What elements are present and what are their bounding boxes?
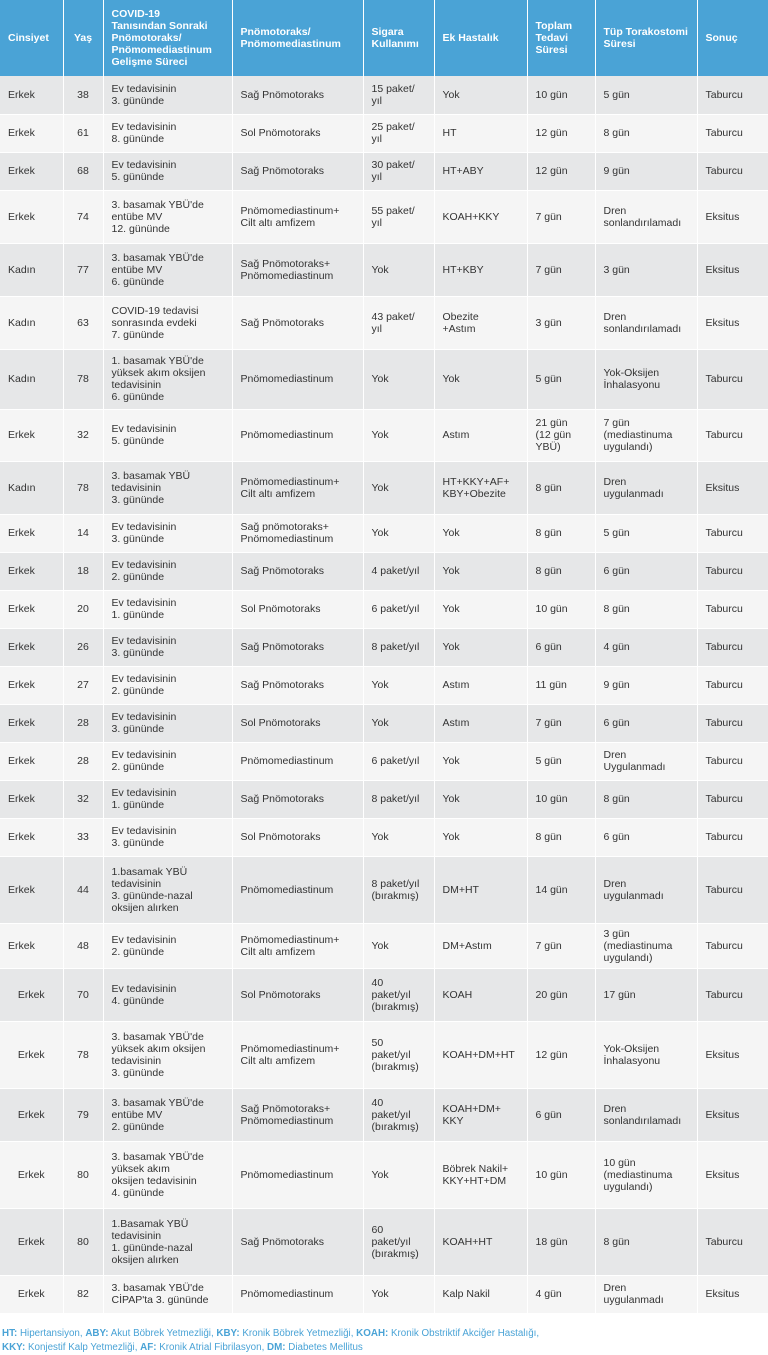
- cell-tube-duration: Dren uygulanmadı: [595, 461, 697, 514]
- abbreviation-definition: Akut Böbrek Yetmezliği,: [108, 1327, 217, 1339]
- cell-onset: Ev tedavisinin 4. gününde: [103, 968, 232, 1021]
- cell-onset: 3. basamak YBÜ'de entübe MV 6. gününde: [103, 243, 232, 296]
- cell-age: 18: [63, 552, 103, 590]
- cell-gender: Kadın: [0, 461, 63, 514]
- cell-onset: 1.Basamak YBÜ tedavisinin 1. gününde-nazal oksijen alırken: [103, 1208, 232, 1275]
- cell-outcome: Taburcu: [697, 628, 768, 666]
- header-total-treatment: Toplam Tedavi Süresi: [527, 0, 595, 76]
- cell-age: 80: [63, 1208, 103, 1275]
- cell-type: Sol Pnömotoraks: [232, 114, 363, 152]
- cell-age: 78: [63, 349, 103, 409]
- cell-smoking: 4 paket/yıl: [363, 552, 434, 590]
- cell-onset: Ev tedavisinin 3. gününde: [103, 76, 232, 114]
- cell-smoking: 43 paket/ yıl: [363, 296, 434, 349]
- cell-gender: Kadın: [0, 243, 63, 296]
- cell-gender: Erkek: [0, 1088, 63, 1141]
- cell-smoking: Yok: [363, 1275, 434, 1313]
- cell-gender: Erkek: [0, 409, 63, 461]
- cell-type: Sol Pnömotoraks: [232, 818, 363, 856]
- cell-onset: 1. basamak YBÜ'de yüksek akım oksijen tedavisinin 6. gününde: [103, 349, 232, 409]
- cell-onset: 3. basamak YBÜ'de yüksek akım oksijen tedavisinin 3. gününde: [103, 1021, 232, 1088]
- cell-smoking: 8 paket/yıl (bırakmış): [363, 856, 434, 923]
- cell-smoking: 8 paket/yıl: [363, 780, 434, 818]
- cell-tube-duration: 8 gün: [595, 1208, 697, 1275]
- cell-smoking: 60 paket/yıl (bırakmış): [363, 1208, 434, 1275]
- cell-smoking: Yok: [363, 1141, 434, 1208]
- cell-onset: Ev tedavisinin 8. gününde: [103, 114, 232, 152]
- cell-total-treatment: 11 gün: [527, 666, 595, 704]
- cell-age: 78: [63, 461, 103, 514]
- cell-tube-duration: Dren uygulanmadı: [595, 1275, 697, 1313]
- cell-smoking: 25 paket/ yıl: [363, 114, 434, 152]
- cell-outcome: Taburcu: [697, 780, 768, 818]
- cell-comorbidity: Yok: [434, 590, 527, 628]
- cell-comorbidity: HT+KBY: [434, 243, 527, 296]
- cell-smoking: Yok: [363, 461, 434, 514]
- abbreviations-footnote: [0, 1314, 768, 1355]
- cell-type: Pnömomediastinum: [232, 349, 363, 409]
- cell-type: Sağ Pnömotoraks: [232, 152, 363, 190]
- cell-tube-duration: Dren uygulanmadı: [595, 856, 697, 923]
- cell-comorbidity: Kalp Nakil: [434, 1275, 527, 1313]
- cell-total-treatment: 14 gün: [527, 856, 595, 923]
- cell-outcome: Taburcu: [697, 818, 768, 856]
- cell-gender: Erkek: [0, 628, 63, 666]
- cell-outcome: Taburcu: [697, 409, 768, 461]
- cell-comorbidity: KOAH+KKY: [434, 190, 527, 243]
- cell-type: Sağ Pnömotoraks: [232, 1208, 363, 1275]
- cell-comorbidity: KOAH: [434, 968, 527, 1021]
- cell-age: 82: [63, 1275, 103, 1313]
- footnote-line-1: [2, 1327, 766, 1341]
- cell-total-treatment: 8 gün: [527, 514, 595, 552]
- cell-outcome: Eksitus: [697, 190, 768, 243]
- cell-gender: Kadın: [0, 349, 63, 409]
- cell-type: Sol Pnömotoraks: [232, 968, 363, 1021]
- cell-tube-duration: 5 gün: [595, 76, 697, 114]
- cell-smoking: 50 paket/yıl (bırakmış): [363, 1021, 434, 1088]
- cell-onset: Ev tedavisinin 5. gününde: [103, 152, 232, 190]
- cell-gender: Erkek: [0, 704, 63, 742]
- cell-comorbidity: HT+KKY+AF+ KBY+Obezite: [434, 461, 527, 514]
- cell-type: Sağ Pnömotoraks: [232, 628, 363, 666]
- cell-onset: Ev tedavisinin 3. gününde: [103, 704, 232, 742]
- cell-onset: Ev tedavisinin 3. gününde: [103, 514, 232, 552]
- cell-comorbidity: Yok: [434, 349, 527, 409]
- abbreviation-definition: Kronik Obstriktif Akciğer Hastalığı,: [388, 1327, 540, 1339]
- header-smoking: Sigara Kullanımı: [363, 0, 434, 76]
- cell-outcome: Taburcu: [697, 349, 768, 409]
- cell-outcome: Taburcu: [697, 552, 768, 590]
- cell-gender: Erkek: [0, 590, 63, 628]
- cell-tube-duration: Yok-Oksijen İnhalasyonu: [595, 1021, 697, 1088]
- cell-total-treatment: 10 gün: [527, 76, 595, 114]
- cell-onset: 3. basamak YBÜ'de entübe MV 2. gününde: [103, 1088, 232, 1141]
- cell-total-treatment: 10 gün: [527, 1141, 595, 1208]
- cell-outcome: Eksitus: [697, 1141, 768, 1208]
- table-row: [0, 1021, 768, 1088]
- cell-smoking: 6 paket/yıl: [363, 590, 434, 628]
- cell-tube-duration: Dren sonlandırılamadı: [595, 1088, 697, 1141]
- cell-type: Pnömomediastinum: [232, 1275, 363, 1313]
- table-row: [0, 666, 768, 704]
- cell-smoking: 40 paket/yıl (bırakmış): [363, 1088, 434, 1141]
- cell-onset: Ev tedavisinin 1. gününde: [103, 590, 232, 628]
- cell-gender: Erkek: [0, 190, 63, 243]
- cell-smoking: 6 paket/yıl: [363, 742, 434, 780]
- cell-gender: Erkek: [0, 1141, 63, 1208]
- cell-age: 26: [63, 628, 103, 666]
- header-gender: Cinsiyet: [0, 0, 63, 76]
- abbreviation-definition: Kronik Böbrek Yetmezliği,: [239, 1327, 357, 1339]
- cell-type: Sağ Pnömotoraks+ Pnömomediastinum: [232, 243, 363, 296]
- cell-outcome: Eksitus: [697, 1088, 768, 1141]
- cell-gender: Erkek: [0, 1275, 63, 1313]
- cell-total-treatment: 7 gün: [527, 190, 595, 243]
- cell-comorbidity: Böbrek Nakil+ KKY+HT+DM: [434, 1141, 527, 1208]
- cell-type: Pnömomediastinum+ Cilt altı amfizem: [232, 190, 363, 243]
- cell-outcome: Taburcu: [697, 514, 768, 552]
- table-row: [0, 780, 768, 818]
- cell-onset: Ev tedavisinin 5. gününde: [103, 409, 232, 461]
- cell-tube-duration: 8 gün: [595, 590, 697, 628]
- cell-outcome: Taburcu: [697, 704, 768, 742]
- cell-comorbidity: KOAH+DM+HT: [434, 1021, 527, 1088]
- cell-tube-duration: 5 gün: [595, 514, 697, 552]
- cell-total-treatment: 10 gün: [527, 780, 595, 818]
- cell-tube-duration: 3 gün (mediastinuma uygulandı): [595, 923, 697, 968]
- cell-comorbidity: DM+Astım: [434, 923, 527, 968]
- abbreviation-term: DM:: [267, 1341, 286, 1353]
- cell-age: 70: [63, 968, 103, 1021]
- cell-onset: COVID-19 tedavisi sonrasında evdeki 7. gününde: [103, 296, 232, 349]
- table-row: [0, 243, 768, 296]
- table-row: [0, 190, 768, 243]
- cell-smoking: Yok: [363, 923, 434, 968]
- cell-total-treatment: 18 gün: [527, 1208, 595, 1275]
- cell-age: 28: [63, 704, 103, 742]
- cell-tube-duration: 8 gün: [595, 780, 697, 818]
- cell-comorbidity: Astım: [434, 666, 527, 704]
- cell-tube-duration: 6 gün: [595, 818, 697, 856]
- table-header-row: [0, 0, 768, 76]
- cell-total-treatment: 12 gün: [527, 114, 595, 152]
- cell-smoking: Yok: [363, 818, 434, 856]
- table-row: [0, 1088, 768, 1141]
- cell-onset: Ev tedavisinin 3. gününde: [103, 628, 232, 666]
- cell-outcome: Taburcu: [697, 590, 768, 628]
- cell-tube-duration: Dren sonlandırılamadı: [595, 296, 697, 349]
- cell-age: 28: [63, 742, 103, 780]
- table-row: [0, 590, 768, 628]
- abbreviation-definition: Diabetes Mellitus: [285, 1341, 363, 1353]
- cell-age: 32: [63, 409, 103, 461]
- table-row: [0, 704, 768, 742]
- cell-smoking: Yok: [363, 409, 434, 461]
- cell-type: Pnömomediastinum: [232, 856, 363, 923]
- cell-onset: 3. basamak YBÜ tedavisinin 3. gününde: [103, 461, 232, 514]
- cell-age: 44: [63, 856, 103, 923]
- cell-outcome: Taburcu: [697, 923, 768, 968]
- table-row: [0, 76, 768, 114]
- cell-total-treatment: 8 gün: [527, 461, 595, 514]
- cell-comorbidity: Astım: [434, 704, 527, 742]
- table-row: [0, 514, 768, 552]
- cell-outcome: Taburcu: [697, 856, 768, 923]
- cell-gender: Erkek: [0, 856, 63, 923]
- cell-type: Sol Pnömotoraks: [232, 590, 363, 628]
- cell-onset: Ev tedavisinin 2. gününde: [103, 923, 232, 968]
- cell-comorbidity: DM+HT: [434, 856, 527, 923]
- cell-smoking: Yok: [363, 704, 434, 742]
- cell-onset: 3. basamak YBÜ'de yüksek akım oksijen tedavisinin 4. gününde: [103, 1141, 232, 1208]
- cell-total-treatment: 8 gün: [527, 818, 595, 856]
- cell-type: Sağ Pnömotoraks: [232, 780, 363, 818]
- cell-comorbidity: Yok: [434, 552, 527, 590]
- cell-tube-duration: 17 gün: [595, 968, 697, 1021]
- cell-onset: 1.basamak YBÜ tedavisinin 3. gününde-nazal oksijen alırken: [103, 856, 232, 923]
- abbreviation-definition: Konjestif Kalp Yetmezliği,: [25, 1341, 141, 1353]
- cell-comorbidity: Yok: [434, 742, 527, 780]
- cell-type: Pnömomediastinum: [232, 1141, 363, 1208]
- table-row: [0, 968, 768, 1021]
- cell-smoking: Yok: [363, 666, 434, 704]
- cell-gender: Erkek: [0, 742, 63, 780]
- cell-gender: Erkek: [0, 552, 63, 590]
- cell-smoking: 8 paket/yıl: [363, 628, 434, 666]
- cell-comorbidity: Yok: [434, 818, 527, 856]
- header-age: Yaş: [63, 0, 103, 76]
- cell-outcome: Taburcu: [697, 114, 768, 152]
- cell-tube-duration: 3 gün: [595, 243, 697, 296]
- cell-type: Sağ Pnömotoraks: [232, 666, 363, 704]
- cell-smoking: 40 paket/yıl (bırakmış): [363, 968, 434, 1021]
- cell-total-treatment: 6 gün: [527, 1088, 595, 1141]
- cell-age: 79: [63, 1088, 103, 1141]
- cell-total-treatment: 5 gün: [527, 742, 595, 780]
- table-row: [0, 1208, 768, 1275]
- abbreviation-term: KKY:: [2, 1341, 26, 1353]
- cell-total-treatment: 5 gün: [527, 349, 595, 409]
- cell-gender: Erkek: [0, 1021, 63, 1088]
- cell-total-treatment: 7 gün: [527, 923, 595, 968]
- abbreviation-definition: Kronik Atrial Fibrilasyon,: [156, 1341, 268, 1353]
- cell-comorbidity: Astım: [434, 409, 527, 461]
- abbreviation-term: AF:: [140, 1341, 157, 1353]
- cell-gender: Erkek: [0, 514, 63, 552]
- cell-tube-duration: Yok-Oksijen İnhalasyonu: [595, 349, 697, 409]
- abbreviation-term: HT:: [2, 1327, 18, 1339]
- cell-smoking: Yok: [363, 243, 434, 296]
- cell-total-treatment: 21 gün (12 gün YBÜ): [527, 409, 595, 461]
- cell-onset: Ev tedavisinin 2. gününde: [103, 552, 232, 590]
- cell-gender: Erkek: [0, 76, 63, 114]
- cell-gender: Erkek: [0, 968, 63, 1021]
- cell-onset: Ev tedavisinin 2. gününde: [103, 742, 232, 780]
- cell-outcome: Taburcu: [697, 76, 768, 114]
- cell-tube-duration: Dren sonlandırılamadı: [595, 190, 697, 243]
- cell-tube-duration: 8 gün: [595, 114, 697, 152]
- table-row: [0, 856, 768, 923]
- cell-comorbidity: HT: [434, 114, 527, 152]
- cell-type: Pnömomediastinum: [232, 742, 363, 780]
- cell-total-treatment: 3 gün: [527, 296, 595, 349]
- cell-outcome: Eksitus: [697, 296, 768, 349]
- cell-age: 77: [63, 243, 103, 296]
- cell-comorbidity: Obezite +Astım: [434, 296, 527, 349]
- cell-type: Sağ Pnömotoraks: [232, 552, 363, 590]
- cell-age: 27: [63, 666, 103, 704]
- cell-total-treatment: 20 gün: [527, 968, 595, 1021]
- footnote-line-2: [2, 1341, 766, 1355]
- cell-type: Sol Pnömotoraks: [232, 704, 363, 742]
- table-row: [0, 742, 768, 780]
- table-row: [0, 1141, 768, 1208]
- cell-total-treatment: 10 gün: [527, 590, 595, 628]
- cell-age: 74: [63, 190, 103, 243]
- cell-type: Pnömomediastinum+ Cilt altı amfizem: [232, 923, 363, 968]
- cell-onset: Ev tedavisinin 1. gününde: [103, 780, 232, 818]
- cell-age: 80: [63, 1141, 103, 1208]
- cell-age: 63: [63, 296, 103, 349]
- cell-gender: Erkek: [0, 152, 63, 190]
- cell-total-treatment: 4 gün: [527, 1275, 595, 1313]
- cell-outcome: Taburcu: [697, 742, 768, 780]
- cell-gender: Erkek: [0, 666, 63, 704]
- cell-type: Sağ pnömotoraks+ Pnömomediastinum: [232, 514, 363, 552]
- cell-comorbidity: Yok: [434, 514, 527, 552]
- header-onset: COVID-19 Tanısından Sonraki Pnömotoraks/ Pnömomediastinum Gelişme Süreci: [103, 0, 232, 76]
- table-row: [0, 296, 768, 349]
- header-tube-duration: Tüp Torakostomi Süresi: [595, 0, 697, 76]
- cell-outcome: Eksitus: [697, 461, 768, 514]
- cell-tube-duration: 6 gün: [595, 704, 697, 742]
- cell-smoking: Yok: [363, 514, 434, 552]
- table-row: [0, 818, 768, 856]
- abbreviation-term: KBY:: [216, 1327, 240, 1339]
- cell-tube-duration: 10 gün (mediastinuma uygulandı): [595, 1141, 697, 1208]
- table-row: [0, 628, 768, 666]
- cell-smoking: 15 paket/ yıl: [363, 76, 434, 114]
- cell-gender: Erkek: [0, 114, 63, 152]
- cell-total-treatment: 8 gün: [527, 552, 595, 590]
- cell-type: Pnömomediastinum+ Cilt altı amfizem: [232, 461, 363, 514]
- cell-tube-duration: 4 gün: [595, 628, 697, 666]
- table-row: [0, 461, 768, 514]
- cell-type: Sağ Pnömotoraks+ Pnömomediastinum: [232, 1088, 363, 1141]
- cell-onset: Ev tedavisinin 2. gününde: [103, 666, 232, 704]
- cell-total-treatment: 7 gün: [527, 243, 595, 296]
- header-outcome: Sonuç: [697, 0, 768, 76]
- header-type: Pnömotoraks/ Pnömomediastinum: [232, 0, 363, 76]
- cell-comorbidity: HT+ABY: [434, 152, 527, 190]
- cell-tube-duration: Dren Uygulanmadı: [595, 742, 697, 780]
- cell-tube-duration: 7 gün (mediastinuma uygulandı): [595, 409, 697, 461]
- cell-age: 61: [63, 114, 103, 152]
- cell-outcome: Taburcu: [697, 666, 768, 704]
- cell-total-treatment: 12 gün: [527, 1021, 595, 1088]
- cell-smoking: 55 paket/ yıl: [363, 190, 434, 243]
- cell-tube-duration: 6 gün: [595, 552, 697, 590]
- cell-gender: Erkek: [0, 923, 63, 968]
- cell-comorbidity: Yok: [434, 780, 527, 818]
- cell-outcome: Taburcu: [697, 1208, 768, 1275]
- table-row: [0, 552, 768, 590]
- cell-age: 78: [63, 1021, 103, 1088]
- table-body: [0, 76, 768, 1313]
- cell-tube-duration: 9 gün: [595, 152, 697, 190]
- abbreviation-term: KOAH:: [356, 1327, 389, 1339]
- cell-onset: 3. basamak YBÜ'de entübe MV 12. gününde: [103, 190, 232, 243]
- cell-outcome: Taburcu: [697, 968, 768, 1021]
- cell-age: 38: [63, 76, 103, 114]
- cell-type: Pnömomediastinum: [232, 409, 363, 461]
- table-row: [0, 923, 768, 968]
- cell-total-treatment: 12 gün: [527, 152, 595, 190]
- table-row: [0, 1275, 768, 1313]
- cell-gender: Erkek: [0, 818, 63, 856]
- cell-comorbidity: Yok: [434, 76, 527, 114]
- cell-age: 32: [63, 780, 103, 818]
- cell-smoking: 30 paket/ yıl: [363, 152, 434, 190]
- abbreviation-definition: Hipertansiyon,: [17, 1327, 86, 1339]
- cell-gender: Erkek: [0, 780, 63, 818]
- cell-outcome: Eksitus: [697, 1021, 768, 1088]
- cell-type: Pnömomediastinum+ Cilt altı amfizem: [232, 1021, 363, 1088]
- cell-type: Sağ Pnömotoraks: [232, 76, 363, 114]
- cell-total-treatment: 7 gün: [527, 704, 595, 742]
- cell-total-treatment: 6 gün: [527, 628, 595, 666]
- cell-comorbidity: Yok: [434, 628, 527, 666]
- cell-age: 48: [63, 923, 103, 968]
- cell-type: Sağ Pnömotoraks: [232, 296, 363, 349]
- table-row: [0, 409, 768, 461]
- cell-onset: 3. basamak YBÜ'de CİPAP'ta 3. gününde: [103, 1275, 232, 1313]
- cell-smoking: Yok: [363, 349, 434, 409]
- cell-age: 33: [63, 818, 103, 856]
- abbreviation-term: ABY:: [85, 1327, 109, 1339]
- header-comorbidity: Ek Hastalık: [434, 0, 527, 76]
- table-row: [0, 114, 768, 152]
- cell-onset: Ev tedavisinin 3. gününde: [103, 818, 232, 856]
- cell-outcome: Eksitus: [697, 243, 768, 296]
- cell-gender: Kadın: [0, 296, 63, 349]
- table-row: [0, 349, 768, 409]
- cell-gender: Erkek: [0, 1208, 63, 1275]
- cell-outcome: Eksitus: [697, 1275, 768, 1313]
- cell-age: 68: [63, 152, 103, 190]
- cell-age: 14: [63, 514, 103, 552]
- cell-tube-duration: 9 gün: [595, 666, 697, 704]
- cell-comorbidity: KOAH+HT: [434, 1208, 527, 1275]
- cell-outcome: Taburcu: [697, 152, 768, 190]
- cell-comorbidity: KOAH+DM+ KKY: [434, 1088, 527, 1141]
- cell-age: 20: [63, 590, 103, 628]
- table-row: [0, 152, 768, 190]
